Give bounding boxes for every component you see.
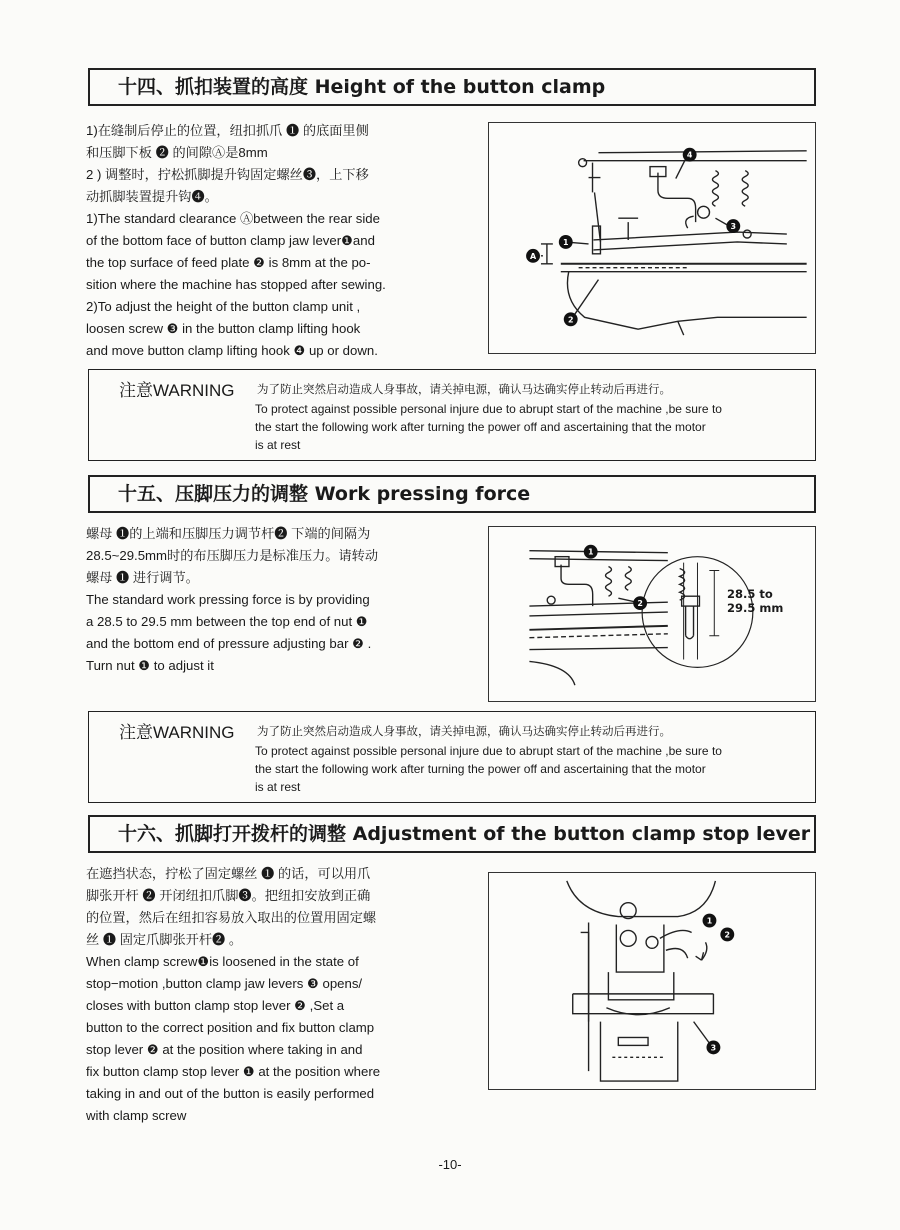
svg-text:2: 2 xyxy=(567,315,574,325)
svg-text:2: 2 xyxy=(724,930,731,940)
svg-text:3: 3 xyxy=(710,1043,717,1053)
warning-label: 注意WARNING xyxy=(119,723,235,742)
measurement-line-2: 29.5 mm xyxy=(727,601,784,615)
svg-text:1: 1 xyxy=(706,916,713,926)
page-number: -10- xyxy=(438,1157,462,1172)
svg-text:1: 1 xyxy=(562,237,569,247)
svg-text:1: 1 xyxy=(587,547,594,557)
svg-text:2: 2 xyxy=(637,599,643,609)
measurement-label xyxy=(727,587,783,615)
warning-box-1 xyxy=(88,369,816,461)
warning-chinese-text: 为了防止突然启动造成人身事故，请关掉电源，确认马达确实停止转动后再进行。 xyxy=(257,726,671,738)
svg-text:4: 4 xyxy=(686,150,693,160)
button-clamp-stop-lever-figure xyxy=(488,872,816,1090)
warning-english-text: To protect against possible personal injure due to abrupt start of the machine ,be sure to the start the following work after turning the power off and ascertaining that the motor is at rest xyxy=(255,402,722,452)
svg-text:A: A xyxy=(529,251,537,261)
button-clamp-height-figure xyxy=(488,122,816,354)
section-14-title: 十四、抓扣装置的高度 Height of the button clamp xyxy=(88,68,816,106)
warning-box-2 xyxy=(88,711,816,803)
warning-english-text: To protect against possible personal injure due to abrupt start of the machine ,be sure to the start the following work after turning the power off and ascertaining that the motor is at rest xyxy=(255,744,722,794)
section-15-title: 十五、压脚压力的调整 Work pressing force xyxy=(88,475,816,513)
button-clamp-stop-lever-diagram xyxy=(489,873,815,1089)
warning-label: 注意WARNING xyxy=(119,381,235,400)
section-16-title: 十六、抓脚打开拨杆的调整 Adjustment of the button clamp stop lever xyxy=(88,815,816,853)
measurement-line-1: 28.5 to xyxy=(727,587,773,601)
section-15-body: 螺母 ❶的上端和压脚压力调节杆❷ 下端的间隔为 28.5~29.5mm时的布压脚压力是标准压力。请转动 螺母 ❶ 进行调节。 The standard work pressing force is by providing a 28.5 to 29.5 mm between the top end of nut ❶ and the bottom end of pressure adjusting bar ❷ . Turn nut ❶ to adjust it xyxy=(86,526,379,673)
work-pressing-force-figure xyxy=(488,526,816,702)
section-14-body: 1)在缝制后停止的位置，纽扣抓爪 ❶ 的底面里侧 和压脚下板 ❷ 的间隙Ⓐ是8mm 2 ) 调整时，拧松抓脚提升钩固定螺丝❸，上下移 动抓脚装置提升钩❹。 1)The standard clearance Ⓐbetween the rear side of the bottom face of button clamp jaw lever❶and the top surface of feed plate ❷ is 8mm at the po- sition where the machine has stopped after sewing. 2)To adjust the height of the button clamp unit , loosen screw ❸ in the button clamp lifting hook and move button clamp lifting hook ❹ up or down. xyxy=(86,123,386,358)
section-16-body: 在遮挡状态，拧松了固定螺丝 ❶ 的话，可以用爪 脚张开杆 ❷ 开闭纽扣爪脚❸。把纽扣安放到正确 的位置，然后在纽扣容易放入取出的位置用固定螺 丝 ❶ 固定爪脚张开杆❷ 。 When clamp screw❶is loosened in the state of stop−motion ,button clamp jaw levers ❸ opens/ closes with button clamp stop lever ❷ ,Set a button to the correct position and fix button clamp stop lever ❷ at the position where taking in and fix button clamp stop lever ❶ at the position where taking in and out of the button is easily performed with clamp screw xyxy=(86,866,381,1123)
button-clamp-height-diagram xyxy=(489,123,815,353)
svg-text:3: 3 xyxy=(730,222,737,232)
warning-chinese-text: 为了防止突然启动造成人身事故，请关掉电源，确认马达确实停止转动后再进行。 xyxy=(257,384,671,396)
